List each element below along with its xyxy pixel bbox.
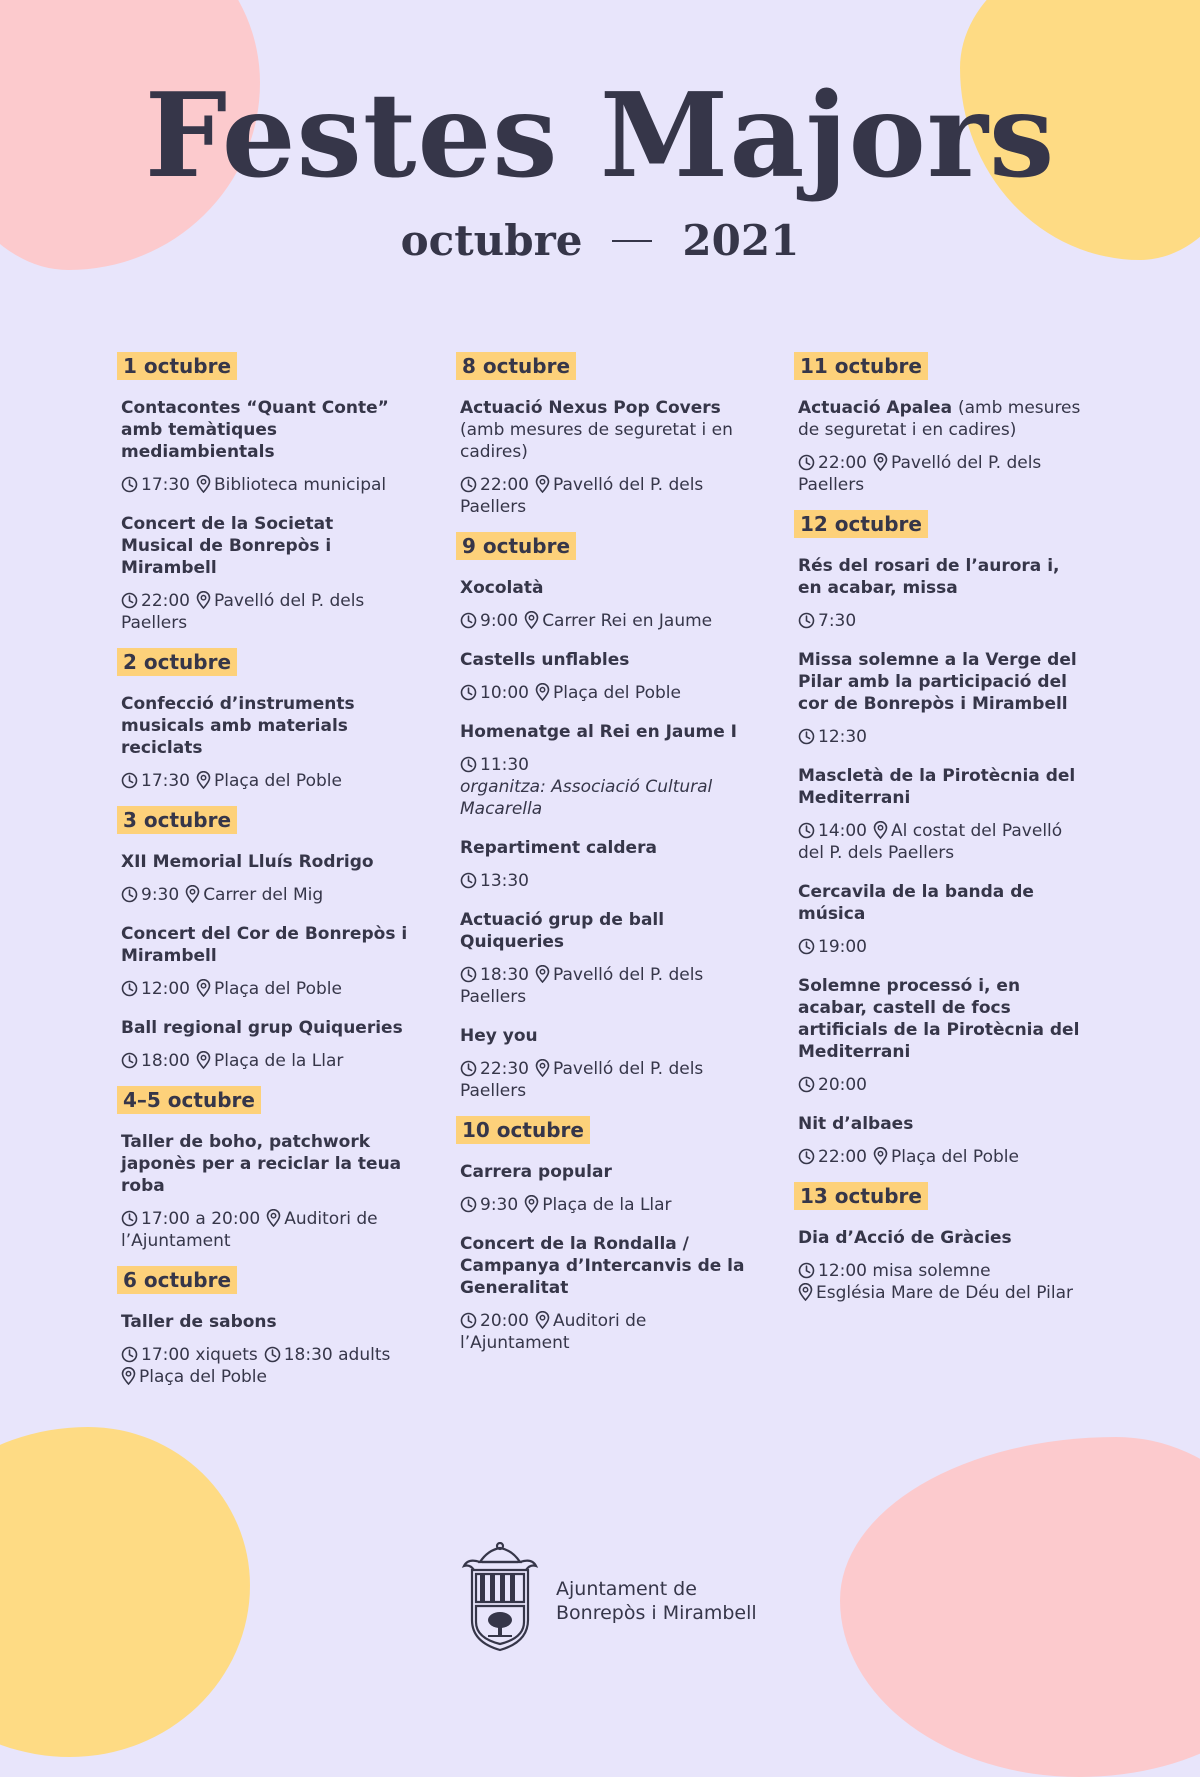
location-pin-icon: [524, 611, 539, 629]
event-time: 22:00: [480, 475, 529, 495]
event-name: Concert del Cor de Bonrepòs i Mirambell: [121, 924, 408, 966]
event-info: [121, 1344, 409, 1388]
poster-header: [0, 68, 1200, 265]
event-place: Plaça del Poble: [553, 683, 681, 703]
event-place: Plaça del Poble: [891, 1147, 1019, 1167]
event-name: Cercavila de la banda de música: [798, 882, 1034, 924]
footer-text: [556, 1577, 757, 1625]
event-info: [121, 978, 409, 1000]
event-title: [798, 397, 1086, 441]
event-time: 7:30: [818, 611, 857, 631]
event-info: [460, 1310, 748, 1354]
day-block: [798, 1182, 1086, 1304]
event-name: Nit d’albaes: [798, 1114, 914, 1134]
event-place: Pavelló del P. dels Paellers: [460, 475, 704, 517]
subtitle-dash: [612, 240, 652, 242]
clock-icon: [798, 612, 815, 629]
event-item: [460, 1025, 748, 1102]
clock-icon: [460, 1196, 477, 1213]
event-item: [460, 397, 748, 518]
event-time: 9:30: [141, 885, 180, 905]
clock-icon: [460, 966, 477, 983]
footer-logo-block: [458, 1542, 757, 1659]
date-label: 9 octubre: [456, 532, 576, 560]
event-note: (amb mesures de seguretat i en cadires): [798, 398, 1081, 440]
event-title: [121, 397, 409, 463]
event-time: 22:00: [141, 591, 190, 611]
location-pin-icon: [873, 821, 888, 839]
event-item: [460, 577, 748, 632]
clock-icon: [460, 1312, 477, 1329]
clock-icon: [798, 1076, 815, 1093]
event-item: [121, 923, 409, 1000]
event-info: [798, 610, 1086, 632]
event-name: Repartiment caldera: [460, 838, 657, 858]
event-item: [121, 1017, 409, 1072]
event-title: [460, 649, 748, 671]
event-info: [460, 1194, 748, 1216]
event-place: Església Mare de Déu del Pilar: [816, 1283, 1074, 1303]
event-name: Concert de la Rondalla / Campanya d’Intercanvis de la Generalitat: [460, 1234, 745, 1298]
clock-icon: [798, 728, 815, 745]
event-info: [798, 452, 1086, 496]
event-place: Al costat del Pavelló del P. dels Paellers: [798, 821, 1063, 863]
event-item: [798, 881, 1086, 958]
event-place: Pavelló del P. dels Paellers: [460, 1059, 704, 1101]
event-title: [121, 1017, 409, 1039]
date-label: 3 octubre: [117, 806, 237, 834]
event-name: Taller de boho, patchwork japonès per a reciclar la teua roba: [121, 1132, 402, 1196]
date-label: 11 octubre: [794, 352, 928, 380]
day-block: [121, 1086, 409, 1252]
day-block: [460, 1116, 748, 1354]
event-item: [460, 909, 748, 1008]
clock-icon: [121, 592, 138, 609]
event-title: [121, 923, 409, 967]
location-pin-icon: [873, 453, 888, 471]
event-item: [121, 397, 409, 496]
event-time: 17:00 a 20:00: [141, 1209, 261, 1229]
event-place: Auditori de l’Ajuntament: [121, 1209, 378, 1251]
event-info: [121, 884, 409, 906]
event-time: 17:30: [141, 475, 190, 495]
day-block: [121, 1266, 409, 1388]
event-name: Carrera popular: [460, 1162, 612, 1182]
event-time-2: 18:30 adults: [283, 1345, 391, 1365]
event-name: Taller de sabons: [121, 1312, 277, 1332]
location-pin-icon: [196, 771, 211, 789]
event-name: Solemne processó i, en acabar, castell de focs artificials de la Pirotècnia del Mediterrani: [798, 976, 1080, 1062]
event-item: [798, 649, 1086, 748]
event-info: [460, 682, 748, 704]
event-title: [121, 1131, 409, 1197]
clock-icon: [798, 938, 815, 955]
date-label: 6 octubre: [117, 1266, 237, 1294]
event-name: Homenatge al Rei en Jaume I: [460, 722, 737, 742]
event-item: [121, 1131, 409, 1252]
event-place: Plaça de la Llar: [542, 1195, 672, 1215]
day-block: [460, 532, 748, 1102]
event-title: [460, 909, 748, 953]
date-label: 1 octubre: [117, 352, 237, 380]
footer-line-2: Bonrepòs i Mirambell: [556, 1601, 757, 1624]
event-time: 22:30: [480, 1059, 529, 1079]
clock-icon: [460, 1060, 477, 1077]
event-name: Castells unflables: [460, 650, 630, 670]
day-block: [121, 648, 409, 792]
date-label: 4–5 octubre: [117, 1086, 261, 1114]
event-item: [460, 1161, 748, 1216]
event-title: [798, 555, 1086, 599]
location-pin-icon: [185, 885, 200, 903]
clock-icon: [798, 1262, 815, 1279]
event-name: Ball regional grup Quiqueries: [121, 1018, 403, 1038]
event-name: Dia d’Acció de Gràcies: [798, 1228, 1012, 1248]
clock-icon: [121, 1346, 138, 1363]
event-info: [798, 726, 1086, 748]
clock-icon: [798, 454, 815, 471]
clock-icon: [121, 886, 138, 903]
event-item: [460, 649, 748, 704]
event-item: [798, 555, 1086, 632]
event-item: [798, 1113, 1086, 1168]
location-pin-icon: [535, 683, 550, 701]
day-block: [798, 510, 1086, 1168]
event-info: [121, 1208, 409, 1252]
event-name: Actuació Nexus Pop Covers: [460, 398, 721, 418]
event-time: 14:00: [818, 821, 867, 841]
event-title: [121, 851, 409, 873]
event-info: [121, 770, 409, 792]
event-title: [798, 881, 1086, 925]
date-label: 10 octubre: [456, 1116, 590, 1144]
event-item: [121, 1311, 409, 1388]
event-place: Pavelló del P. dels Paellers: [121, 591, 365, 633]
day-block: [798, 352, 1086, 496]
program-column-3: [798, 352, 1086, 1318]
event-item: [121, 513, 409, 634]
event-info: [798, 820, 1086, 864]
event-name: Mascletà de la Pirotècnia del Mediterrani: [798, 766, 1076, 808]
event-organizer: organitza: Associació Cultural Macarella: [460, 777, 713, 819]
event-item: [798, 1227, 1086, 1304]
clock-icon: [121, 1052, 138, 1069]
event-info: [460, 474, 748, 518]
clock-icon: [460, 476, 477, 493]
event-title: [460, 1161, 748, 1183]
event-item: [798, 975, 1086, 1096]
event-time: 9:30: [480, 1195, 519, 1215]
event-place: Auditori de l’Ajuntament: [460, 1311, 647, 1353]
program-column-1: [121, 352, 409, 1402]
event-time: 12:30: [818, 727, 867, 747]
event-item: [798, 765, 1086, 864]
event-title: [460, 1233, 748, 1299]
footer-line-1: Ajuntament de: [556, 1577, 697, 1600]
event-place: Plaça del Poble: [139, 1367, 267, 1387]
event-time: 11:30: [480, 755, 529, 775]
location-pin-icon: [196, 475, 211, 493]
event-title: [798, 649, 1086, 715]
event-item: [460, 721, 748, 820]
event-place: Biblioteca municipal: [214, 475, 387, 495]
location-pin-icon: [196, 979, 211, 997]
event-name: Missa solemne a la Verge del Pilar amb la participació del cor de Bonrepòs i Mirambell: [798, 650, 1077, 714]
location-pin-icon: [266, 1209, 281, 1227]
event-time: 17:00 xiquets: [141, 1345, 258, 1365]
location-pin-icon: [121, 1367, 136, 1385]
day-block: [460, 352, 748, 518]
event-item: [798, 397, 1086, 496]
day-block: [121, 352, 409, 634]
event-title: [460, 837, 748, 859]
event-name: Actuació Apalea: [798, 398, 953, 418]
event-title: [798, 1113, 1086, 1135]
location-pin-icon: [535, 475, 550, 493]
event-place: Carrer del Mig: [203, 885, 324, 905]
event-time: 12:00: [141, 979, 190, 999]
event-info: [798, 1074, 1086, 1096]
event-info: [121, 1050, 409, 1072]
location-pin-icon: [873, 1147, 888, 1165]
event-title: [460, 1025, 748, 1047]
poster-subtitle: [0, 216, 1200, 265]
clock-icon: [460, 684, 477, 701]
day-block: [121, 806, 409, 1072]
event-place: Plaça de la Llar: [214, 1051, 344, 1071]
event-place: Pavelló del P. dels Paellers: [798, 453, 1042, 495]
date-label: 13 octubre: [794, 1182, 928, 1210]
poster-title: Festes Majors: [144, 68, 1056, 204]
event-title: [121, 1311, 409, 1333]
clock-icon: [121, 772, 138, 789]
event-item: [460, 1233, 748, 1354]
clock-icon: [798, 822, 815, 839]
event-time: 22:00: [818, 453, 867, 473]
location-pin-icon: [535, 1311, 550, 1329]
clock-icon: [121, 476, 138, 493]
clock-icon: [460, 756, 477, 773]
clock-icon: [460, 612, 477, 629]
event-title: [798, 765, 1086, 809]
event-info: [460, 870, 748, 892]
event-info: [460, 754, 748, 820]
event-time: 20:00: [818, 1075, 867, 1095]
event-title: [798, 975, 1086, 1063]
event-note: (amb mesures de seguretat i en cadires): [460, 420, 733, 462]
subtitle-year: 2021: [682, 216, 800, 265]
clock-icon: [121, 980, 138, 997]
event-title: [460, 721, 748, 743]
event-place: Pavelló del P. dels Paellers: [460, 965, 704, 1007]
event-time: 12:00 misa solemne: [818, 1261, 991, 1281]
location-pin-icon: [196, 1051, 211, 1069]
event-info: [460, 610, 748, 632]
event-time: 20:00: [480, 1311, 529, 1331]
coat-of-arms-icon: [458, 1542, 542, 1659]
event-time: 18:30: [480, 965, 529, 985]
event-name: Actuació grup de ball Quiqueries: [460, 910, 665, 952]
event-place: Plaça del Poble: [214, 979, 342, 999]
clock-icon: [264, 1346, 281, 1363]
event-time: 13:30: [480, 871, 529, 891]
event-place: Carrer Rei en Jaume: [542, 611, 713, 631]
event-title: [798, 1227, 1086, 1249]
clock-icon: [798, 1148, 815, 1165]
event-info: [798, 1260, 1086, 1304]
event-item: [460, 837, 748, 892]
event-info: [121, 474, 409, 496]
event-info: [798, 936, 1086, 958]
event-time: 18:00: [141, 1051, 190, 1071]
event-place: Plaça del Poble: [214, 771, 342, 791]
date-label: 2 octubre: [117, 648, 237, 676]
location-pin-icon: [524, 1195, 539, 1213]
event-title: [460, 577, 748, 599]
event-name: Contacontes “Quant Conte” amb temàtiques mediambientals: [121, 398, 389, 462]
event-info: [121, 590, 409, 634]
program-column-2: [460, 352, 748, 1368]
event-info: [798, 1146, 1086, 1168]
event-name: Hey you: [460, 1026, 538, 1046]
event-time: 10:00: [480, 683, 529, 703]
subtitle-month: octubre: [400, 216, 583, 265]
event-info: [460, 1058, 748, 1102]
event-item: [121, 851, 409, 906]
clock-icon: [460, 872, 477, 889]
event-name: Xocolatà: [460, 578, 544, 598]
event-time: 9:00: [480, 611, 519, 631]
location-pin-icon: [535, 1059, 550, 1077]
event-time: 22:00: [818, 1147, 867, 1167]
date-label: 12 octubre: [794, 510, 928, 538]
event-time: 19:00: [818, 937, 867, 957]
location-pin-icon: [535, 965, 550, 983]
location-pin-icon: [196, 591, 211, 609]
event-title: [121, 693, 409, 759]
event-name: Concert de la Societat Musical de Bonrepòs i Mirambell: [121, 514, 334, 578]
event-time: 17:30: [141, 771, 190, 791]
event-item: [121, 693, 409, 792]
location-pin-icon: [798, 1283, 813, 1301]
event-name: Confecció d’instruments musicals amb materials reciclats: [121, 694, 355, 758]
clock-icon: [121, 1210, 138, 1227]
event-name: XII Memorial Lluís Rodrigo: [121, 852, 374, 872]
event-name: Rés del rosari de l’aurora i, en acabar, missa: [798, 556, 1060, 598]
event-title: [460, 397, 748, 463]
event-info: [460, 964, 748, 1008]
event-title: [121, 513, 409, 579]
decorative-blob-pink-bottom-right: [840, 1437, 1200, 1777]
decorative-blob-yellow-bottom-left: [0, 1427, 250, 1757]
date-label: 8 octubre: [456, 352, 576, 380]
